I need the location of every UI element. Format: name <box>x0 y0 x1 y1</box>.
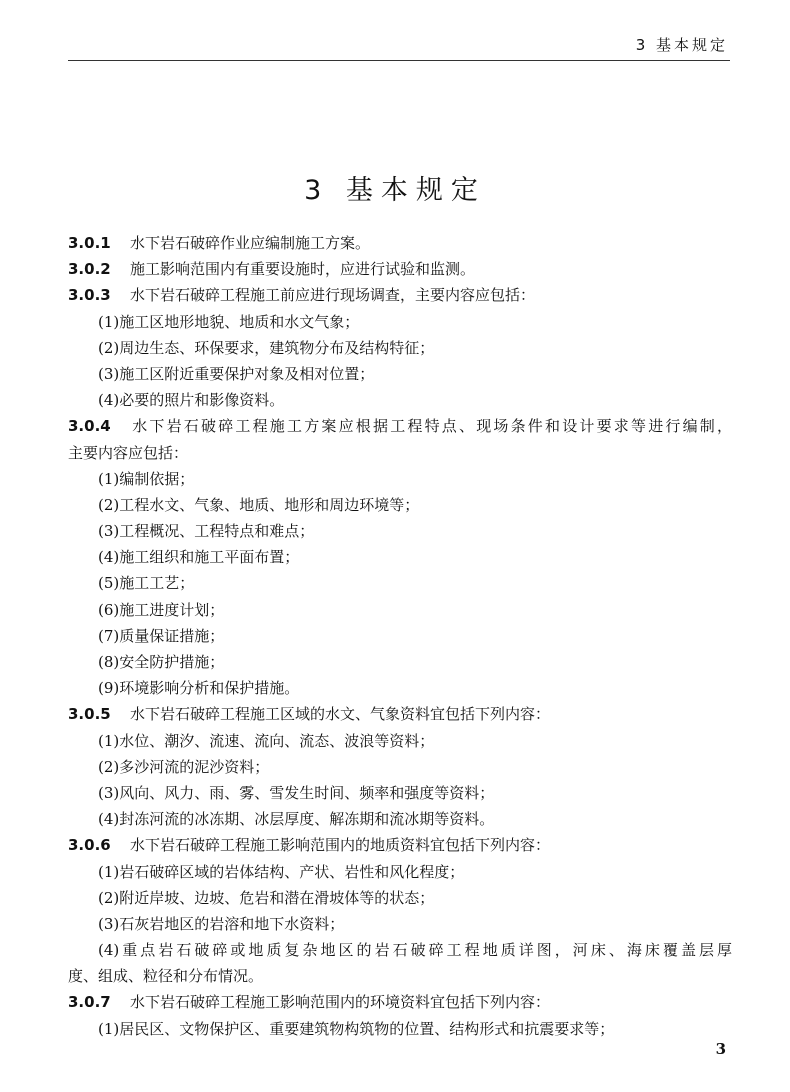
clause-3-0-5 <box>68 701 732 727</box>
list-item: (6)施工进度计划； <box>98 600 225 619</box>
list-item: (9)环境影响分析和保护措施。 <box>98 679 300 698</box>
list-item: (1)编制依据； <box>98 469 195 488</box>
clause-number: 3.0.3 <box>68 286 111 305</box>
list-item: (3)施工区附近重要保护对象及相对位置； <box>98 364 375 383</box>
list-item: (3)工程概况、工程特点和难点； <box>98 522 315 541</box>
chapter-title: 3 基本规定 <box>304 175 486 206</box>
clause-text: 水下岩石破碎工程施工影响范围内的地质资料宜包括下列内容： <box>130 836 551 855</box>
clause-number: 3.0.4 <box>68 417 111 436</box>
header-rule <box>68 60 730 61</box>
clause-text: 水下岩石破碎作业应编制施工方案。 <box>130 234 371 252</box>
list-item: (2)附近岸坡、边坡、危岩和潜在滑坡体等的状态； <box>98 888 435 907</box>
clause-3-0-2 <box>68 256 732 282</box>
list-item: (4)封冻河流的冰冻期、冰层厚度、解冻期和流冰期等资料。 <box>98 810 495 829</box>
list-item: (2)多沙河流的泥沙资料； <box>98 757 270 776</box>
clause-text: 水下岩石破碎工程施工方案应根据工程特点、现场条件和设计要求等进行编制， <box>130 417 732 436</box>
clause-number: 3.0.5 <box>68 705 111 724</box>
clause-number: 3.0.1 <box>68 234 111 252</box>
body-text <box>68 230 732 1042</box>
clause-3-0-6 <box>68 832 732 858</box>
list-item-continuation: 度、组成、粒径和分布情况。 <box>68 967 264 986</box>
list-item: (1)施工区地形地貌、地质和水文气象； <box>98 312 360 331</box>
clause-text: 水下岩石破碎工程施工区域的水文、气象资料宜包括下列内容： <box>130 705 551 724</box>
clause-number: 3.0.6 <box>68 836 111 855</box>
clause-3-0-7 <box>68 989 732 1015</box>
list-item: (7)质量保证措施； <box>98 626 225 645</box>
list-item: (8)安全防护措施； <box>98 653 225 671</box>
list-item: (4)施工组织和施工平面布置； <box>98 548 300 567</box>
clause-3-0-3 <box>68 282 732 308</box>
list-item: (3)风向、风力、雨、雾、雪发生时间、频率和强度等资料； <box>98 783 495 802</box>
list-item: (1)岩石破碎区域的岩体结构、产状、岩性和风化程度； <box>98 862 465 881</box>
clause-number: 3.0.7 <box>68 993 111 1012</box>
list-item: (4)必要的照片和影像资料。 <box>98 391 285 410</box>
running-head: 3 基本规定 <box>635 36 728 54</box>
clause-number: 3.0.2 <box>68 260 111 279</box>
clause-3-0-4 <box>68 413 732 439</box>
list-item: (4)重点岩石破碎或地质复杂地区的岩石破碎工程地质详图，河床、海床覆盖层厚 <box>98 941 732 960</box>
clause-3-0-1 <box>68 230 732 256</box>
list-item: (5)施工工艺； <box>98 574 195 593</box>
list-item: (3)石灰岩地区的岩溶和地下水资料； <box>98 914 345 933</box>
page-number: 3 <box>715 1040 726 1058</box>
clause-text: 水下岩石破碎工程施工前应进行现场调查，主要内容应包括： <box>130 286 536 305</box>
clause-continuation: 主要内容应包括： <box>68 443 189 462</box>
list-item: (2)周边生态、环保要求，建筑物分布及结构特征； <box>98 338 435 357</box>
clause-text: 施工影响范围内有重要设施时，应进行试验和监测。 <box>130 260 476 279</box>
list-item: (1)居民区、文物保护区、重要建筑物构筑物的位置、结构形式和抗震要求等； <box>98 1019 615 1038</box>
list-item: (1)水位、潮汐、流速、流向、流态、波浪等资料； <box>98 731 435 750</box>
list-item: (2)工程水文、气象、地质、地形和周边环境等； <box>98 495 420 514</box>
clause-text: 水下岩石破碎工程施工影响范围内的环境资料宜包括下列内容： <box>130 993 551 1012</box>
